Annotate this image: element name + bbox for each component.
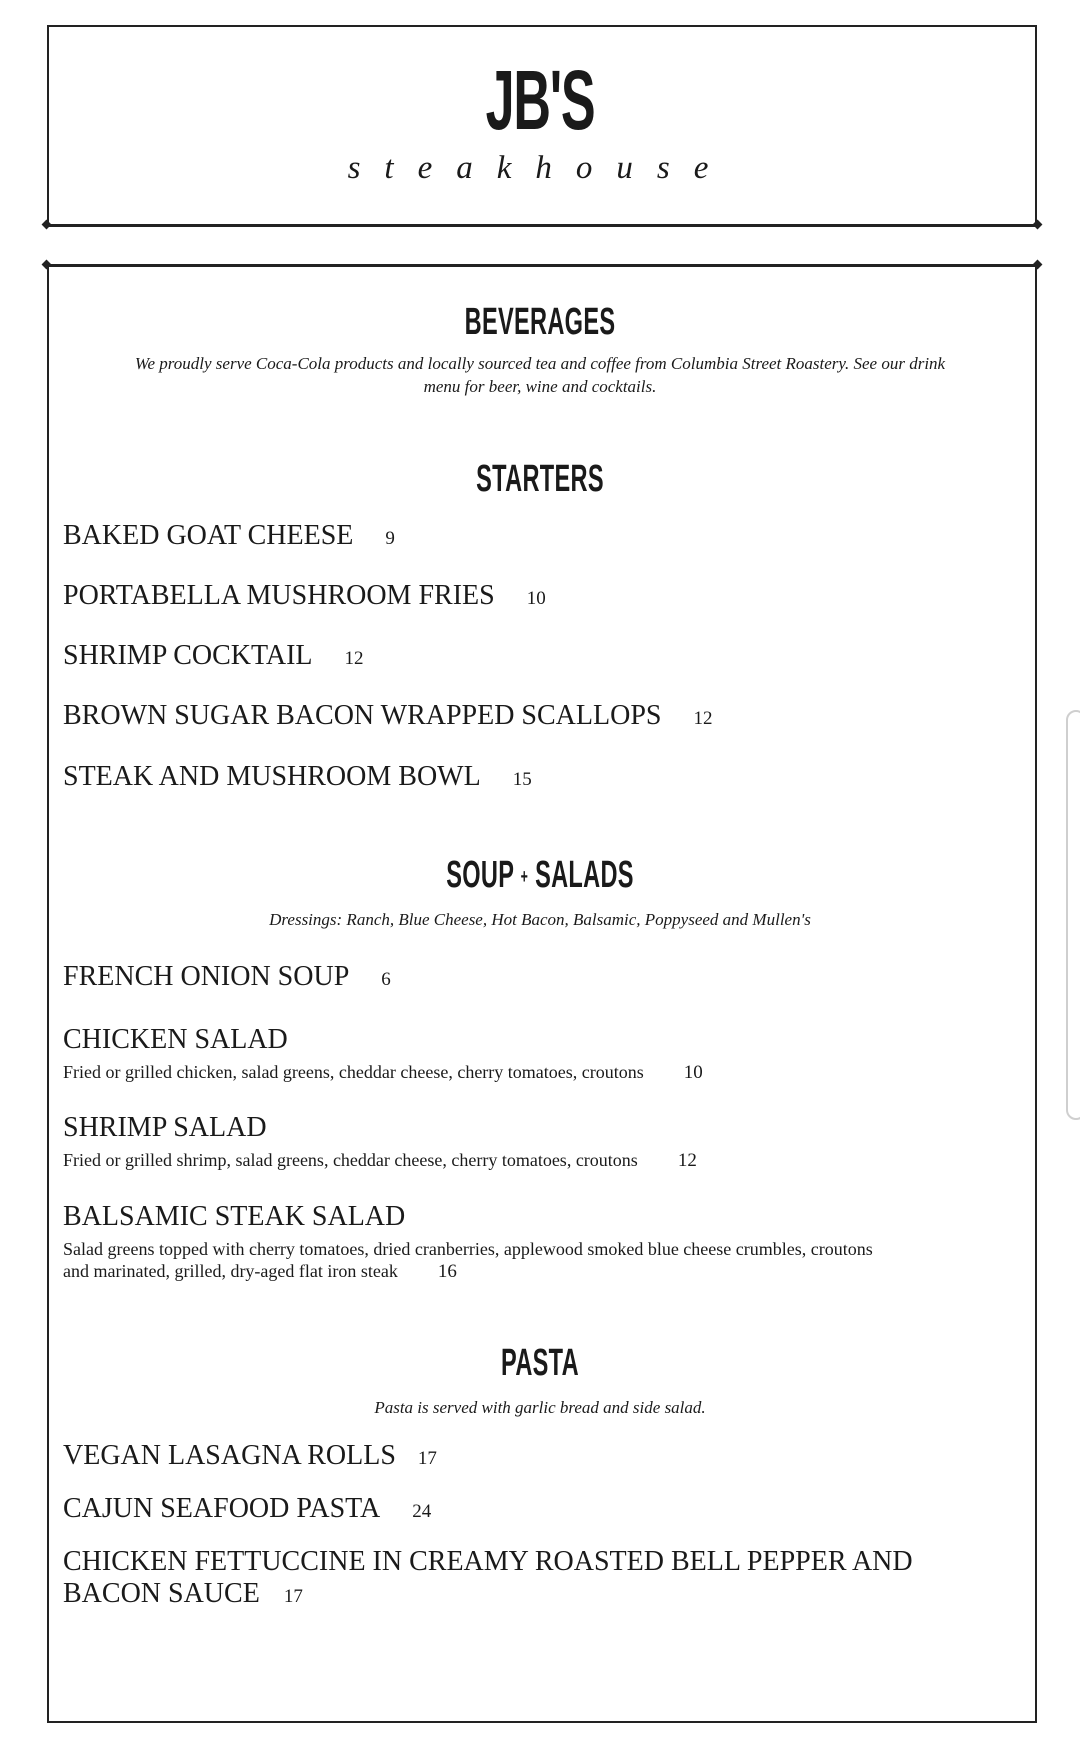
pasta-title: PASTA [501,1342,579,1384]
restaurant-tagline: steakhouse [347,150,733,186]
item-name: VEGAN LASAGNA ROLLS [63,1440,396,1471]
item-description-line1: Salad greens topped with cherry tomatoes, dried cranberries, applewood smoked blue cheese crumbles, croutons [63,1239,873,1259]
starters-title: STARTERS [476,458,604,500]
soup-salads-title [205,856,875,894]
title-part: SALADS [535,854,634,896]
item-name: SHRIMP SALAD [63,1112,267,1143]
menu-item [63,1493,431,1528]
item-price: 16 [437,1261,457,1282]
menu-item [63,1578,303,1613]
item-name: CHICKEN SALAD [63,1024,288,1055]
item-price: 12 [677,1150,697,1171]
item-name: FRENCH ONION SOUP [63,961,350,992]
item-name: BALSAMIC STEAK SALAD [63,1201,406,1232]
item-price: 10 [683,1062,703,1083]
menu-item [63,961,391,996]
item-price: 10 [526,588,546,609]
title-part: SOUP [446,854,514,896]
item-price: 24 [412,1501,432,1522]
dressings-note: Dressings: Ranch, Blue Cheese, Hot Bacon, Balsamic, Poppyseed and Mullen's [269,910,811,929]
menu-item [63,761,532,796]
menu-item [63,580,546,615]
menu-item [63,700,712,735]
item-description [63,1061,1003,1084]
corner-ornament [1033,220,1043,230]
description-text: Fried or grilled chicken, salad greens, cheddar cheese, cherry tomatoes, croutons [63,1062,644,1082]
item-price: 12 [693,708,713,729]
menu-item [63,520,395,555]
item-name-line2: BACON SAUCE [63,1578,260,1609]
item-price: 15 [512,769,532,790]
beverages-note-line1: We proudly serve Coca-Cola products and locally sourced tea and coffee from Columbia Street Roastery. See our drink [134,354,946,373]
beverages-note-line2: menu for beer, wine and cocktails. [423,377,657,396]
title-plus: + [520,865,529,888]
item-price: 17 [417,1448,437,1469]
item-description [63,1260,1003,1283]
item-name: STEAK AND MUSHROOM BOWL [63,761,481,792]
item-name: CAJUN SEAFOOD PASTA [63,1493,381,1524]
menu-item [63,640,364,675]
item-price: 6 [381,969,391,990]
scroll-handle[interactable] [1066,710,1080,1120]
item-price: 9 [385,528,395,549]
item-name-line1: CHICKEN FETTUCCINE IN CREAMY ROASTED BELL PEPPER AND [63,1546,913,1577]
header-divider [44,224,1040,227]
restaurant-logo: JB'S [485,53,595,147]
item-name: PORTABELLA MUSHROOM FRIES [63,580,495,611]
item-description [63,1149,1003,1172]
item-name: SHRIMP COCKTAIL [63,640,313,671]
item-price: 17 [283,1586,303,1607]
description-text: Fried or grilled shrimp, salad greens, cheddar cheese, cherry tomatoes, croutons [63,1150,638,1170]
beverages-title: BEVERAGES [464,301,616,343]
item-name: BAKED GOAT CHEESE [63,520,354,551]
description-text: and marinated, grilled, dry-aged flat iron steak [63,1261,398,1281]
pasta-note: Pasta is served with garlic bread and side salad. [374,1398,706,1417]
item-name: BROWN SUGAR BACON WRAPPED SCALLOPS [63,700,662,731]
menu-item [63,1440,437,1475]
item-price: 12 [344,648,364,669]
